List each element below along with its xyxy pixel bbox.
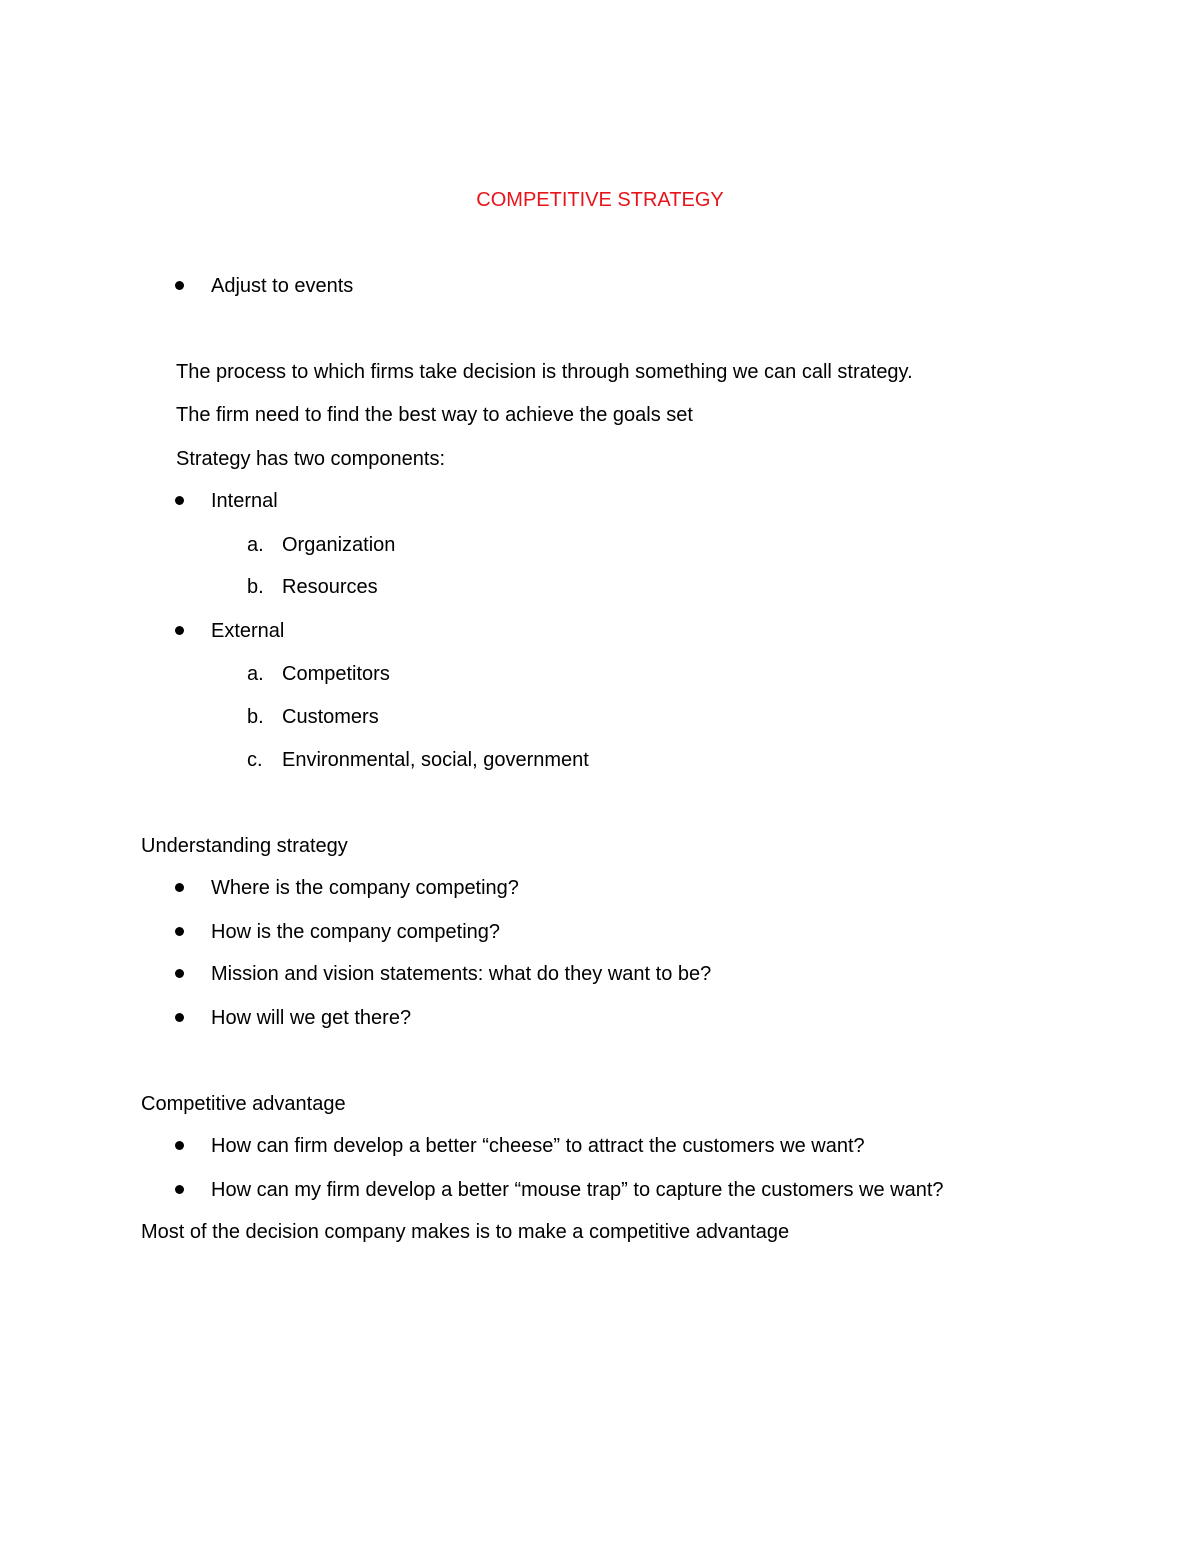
component-label-external: External bbox=[211, 620, 285, 642]
list-marker: c. bbox=[247, 749, 263, 771]
bullet-icon bbox=[175, 883, 184, 892]
list-marker: a. bbox=[247, 534, 264, 556]
list-marker: b. bbox=[247, 576, 264, 598]
list-item: Competitors bbox=[282, 663, 390, 685]
bullet-icon bbox=[175, 626, 184, 635]
list-item: How can my firm develop a better “mouse trap” to capture the customers we want? bbox=[211, 1179, 944, 1201]
list-marker: b. bbox=[247, 706, 264, 728]
bullet-icon bbox=[175, 1141, 184, 1150]
bullet-icon bbox=[175, 1013, 184, 1022]
bullet-icon bbox=[175, 496, 184, 505]
list-item: Organization bbox=[282, 534, 396, 556]
list-marker: a. bbox=[247, 663, 264, 685]
list-item: Where is the company competing? bbox=[211, 877, 519, 899]
component-label-internal: Internal bbox=[211, 490, 278, 512]
list-item: How can firm develop a better “cheese” to attract the customers we want? bbox=[211, 1135, 865, 1157]
document-title: COMPETITIVE STRATEGY bbox=[476, 189, 724, 211]
list-item: Resources bbox=[282, 576, 378, 598]
bullet-icon bbox=[175, 1185, 184, 1194]
intro-bullet-text: Adjust to events bbox=[211, 275, 354, 297]
section-heading-understanding: Understanding strategy bbox=[141, 835, 348, 857]
list-item: Mission and vision statements: what do they want to be? bbox=[211, 963, 712, 985]
paragraph: The firm need to find the best way to achieve the goals set bbox=[176, 404, 693, 426]
bullet-icon bbox=[175, 969, 184, 978]
list-item: How will we get there? bbox=[211, 1007, 412, 1029]
section-heading-advantage: Competitive advantage bbox=[141, 1093, 346, 1115]
bullet-icon bbox=[175, 281, 184, 290]
list-item: Customers bbox=[282, 706, 379, 728]
list-item: How is the company competing? bbox=[211, 921, 501, 943]
closing-paragraph: Most of the decision company makes is to make a competitive advantage bbox=[141, 1221, 790, 1243]
bullet-icon bbox=[175, 927, 184, 936]
list-item: Environmental, social, government bbox=[282, 749, 589, 771]
paragraph: The process to which firms take decision is through something we can call strategy. bbox=[176, 361, 913, 383]
paragraph: Strategy has two components: bbox=[176, 448, 446, 470]
